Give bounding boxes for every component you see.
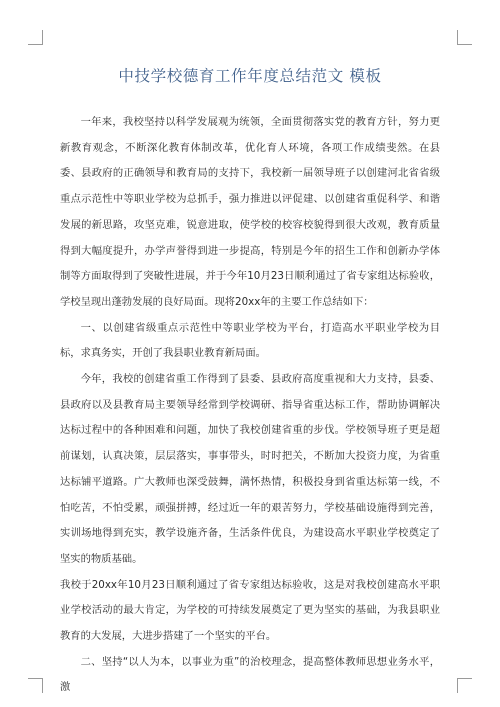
paragraph-acceptance: 我校于20xx年10月23日顺利通过了省专家组达标验收，这是对我校创建高水平职业学校活动的最大肯定，为学校的可持续发展奠定了更为坚实的基础，为我县职业教育的大发展，大进步搭建了一个坚实的平台。	[60, 578, 440, 643]
paragraph-section-1-body: 今年，我校的创建省重工作得到了县委、县政府高度重视和大力支持，县委、县政府以及县教育局主要领导经常到学校调研、指导省重达标工作，帮助协调解决达标过程中的各种困难和问题，加快了我校创建省重的步伐。学校领导班子更是超前谋划，认真决策，层层落实，事事带头，时时把关，不断加大投资力度，为省重达标铺平道路。广大教师也深受鼓舞，满怀热情，积极投身到省重达标第一线，不怕吃苦，不怕受累，顽强拼搏，经过近一年的艰苦努力，学校基础设施得到完善，实训场地得到充实，教学设施齐备，生活条件优良，为建设高水平职业学校奠定了坚实的物质基础。	[60, 373, 440, 565]
crop-mark-top-right	[457, 30, 472, 45]
document-title: 中技学校德育工作年度总结范文 模板	[118, 67, 382, 85]
crop-mark-top-left	[28, 30, 43, 45]
crop-mark-bottom-right	[457, 678, 472, 693]
crop-mark-bottom-left	[28, 678, 43, 693]
paragraph-intro: 一年来，我校坚持以科学发展观为统领，全面贯彻落实党的教育方针，努力更新教育观念，不断深化教育体制改革，优化育人环境，各项工作成绩斐然。在县委、县政府的正确领导和教育局的支持下，我校新一届领导班子以创建河北省省级重点示范性中等职业学校为总抓手，强力推进以评促建、以创建省重促科学、和谐发展的新思路，攻坚克难，锐意进取，使学校的校容校貌得到很大改观，教育质量得到大幅度提升，办学声誉得到进一步提高，特别是今年的招生工作和创新办学体制等方面取得到了突破性进展，并于今年10月23日顺利通过了省专家组达标验收，学校呈现出蓬勃发展的良好局面。现将20xx年的主要工作总结如下：	[60, 116, 440, 308]
paragraph-section-2-heading: 二、坚持“以人为本，以事业为重”的治校理念，提高整体教师思想业务水平，激	[60, 655, 440, 694]
document-body	[60, 110, 440, 701]
paragraph-section-1-heading: 一、以创建省级重点示范性中等职业学校为平台，打造高水平职业学校为目标，求真务实，开创了我县职业教育新局面。	[60, 321, 440, 360]
